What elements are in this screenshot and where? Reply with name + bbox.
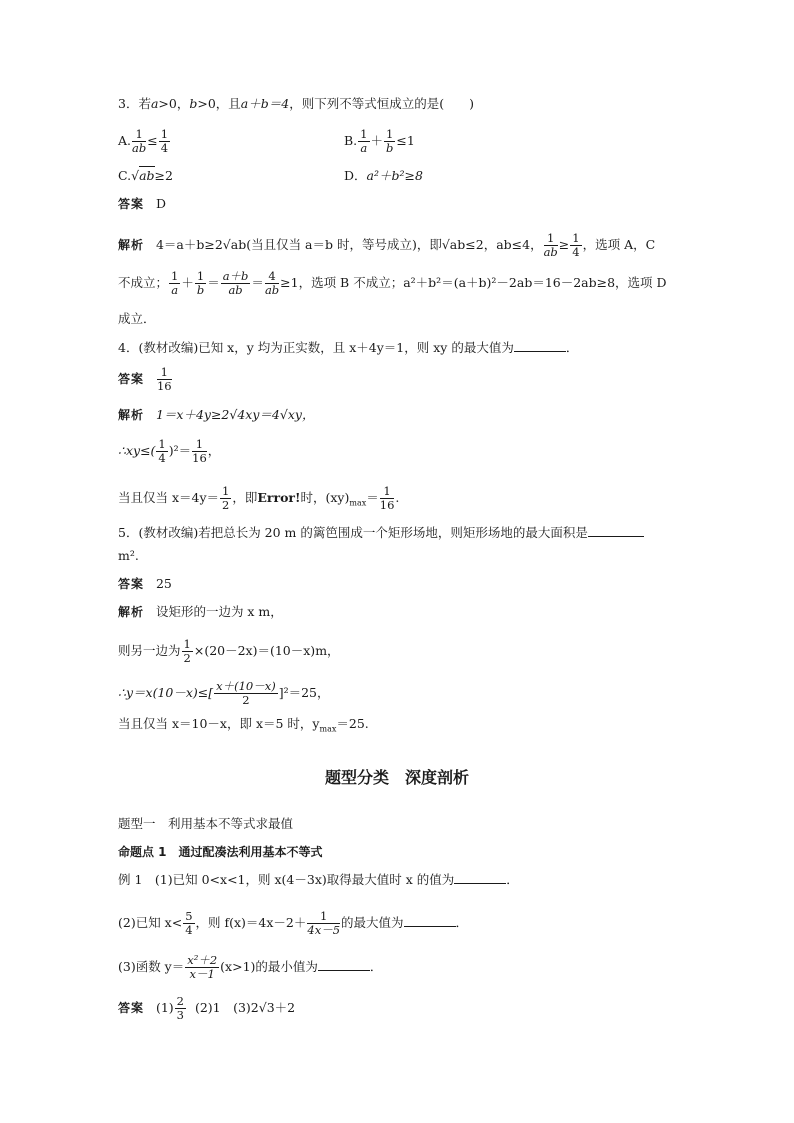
example1-part1: 例 1 (1)已知 0<x<1，则 x(4－3x)取得最大值时 x 的值为 ． bbox=[118, 872, 519, 887]
q4-analysis-line1: 解析 1＝x＋4y≥2√4xy＝4√xy， bbox=[118, 407, 315, 422]
q4-analysis-line2: ∴xy≤( $\frac{1}{4}$ )²＝ $\frac{1}{16}$ ， bbox=[118, 437, 221, 466]
answer-blank bbox=[404, 916, 456, 927]
example1-part3: (3)函数 y＝ $\frac{\text{x²＋2}}{x-1}$ (x>1)的最小值为 ． bbox=[118, 953, 383, 982]
answer-blank bbox=[454, 873, 506, 884]
section-title: 题型分类 深度剖析 bbox=[324, 768, 469, 787]
q5-analysis-line4: 当且仅当 x＝10－x，即 x＝5 时，$y_{max}=25$. bbox=[118, 716, 369, 734]
q3-analysis-line3: 成立． bbox=[118, 311, 156, 326]
topic-point-title: 命题点 1 通过配凑法利用基本不等式 bbox=[118, 845, 323, 859]
q5-answer: 答案 25 bbox=[118, 576, 172, 591]
q5-analysis-line2: 则另一边为 $\frac{1}{2}$ ×(20－2x)＝(10－x)m， bbox=[118, 637, 340, 666]
answer-blank bbox=[318, 960, 370, 971]
q3-analysis-line1: 解析 4＝a＋b≥2√ab(当且仅当 a＝b 时，等号成立)，即√ab≤2，ab≤4， $\frac{1}{ab}$ ≥ $\frac{1}{4}$ ，选项 A，C bbox=[118, 231, 656, 260]
q5-stem: 5．(教材改编)若把总长为 20 m 的篱笆围成一个矩形场地，则矩形场地的最大面积是 bbox=[118, 526, 644, 540]
q3-stem: 3．若a>0，b>0，且a＋b＝4，则下列不等式恒成立的是( ) bbox=[118, 96, 474, 111]
q4-answer: 答案 $\frac{1}{16}$ bbox=[118, 365, 172, 394]
q3-option-c: C.√ab≥2 bbox=[118, 168, 173, 183]
q5-analysis-line1: 解析 设矩形的一边为 x m， bbox=[118, 604, 283, 619]
q4-analysis-line3: 当且仅当 x＝4y＝ $\frac{1}{2}$ ，即Error!时，$(xy)_{max}=$ $\frac{1}{16}$ . bbox=[118, 484, 400, 513]
q3-answer: 答案 D bbox=[118, 196, 166, 211]
q3-option-d: D．a²＋b²≥8 bbox=[344, 168, 423, 183]
topic-title: 题型一 利用基本不等式求最值 bbox=[118, 816, 294, 831]
q5-stem-line2: m². bbox=[118, 548, 139, 563]
example1-part2: (2)已知 x< $\frac{5}{4}$ ，则 f(x)＝4x－2＋ $\frac{1}{4x-5}$ 的最大值为 ． bbox=[118, 909, 469, 938]
example1-answer: 答案 (1) $\frac{2}{3}$ (2)1 (3)2√3＋2 bbox=[118, 994, 296, 1023]
q3-option-a: A. $\frac{1}{ab}$ ≤ $\frac{1}{4}$ bbox=[118, 127, 169, 156]
answer-blank bbox=[588, 526, 644, 537]
answer-blank bbox=[514, 341, 566, 352]
q4-stem: 4．(教材改编)已知 x，y 均为正实数，且 x＋4y＝1，则 xy 的最大值为 ． bbox=[118, 340, 579, 355]
q3-option-b: B. $\frac{1}{a}$ ＋ $\frac{1}{b}$ ≤1 bbox=[344, 127, 415, 156]
q5-analysis-line3: ∴y＝x(10－x)≤[ $\frac{x+(10-x)}{2}$ ]²＝25， bbox=[118, 679, 330, 708]
q3-analysis-line2: 不成立； $\frac{1}{a}$ ＋ $\frac{1}{b}$ ＝ $\frac{a+b}{ab}$ ＝ $\frac{4}{ab}$ ≥1，选项 B 不成立；a²＋b²＝(a＋b)²－2ab＝16－2ab≥8，选项 D bbox=[118, 269, 667, 298]
